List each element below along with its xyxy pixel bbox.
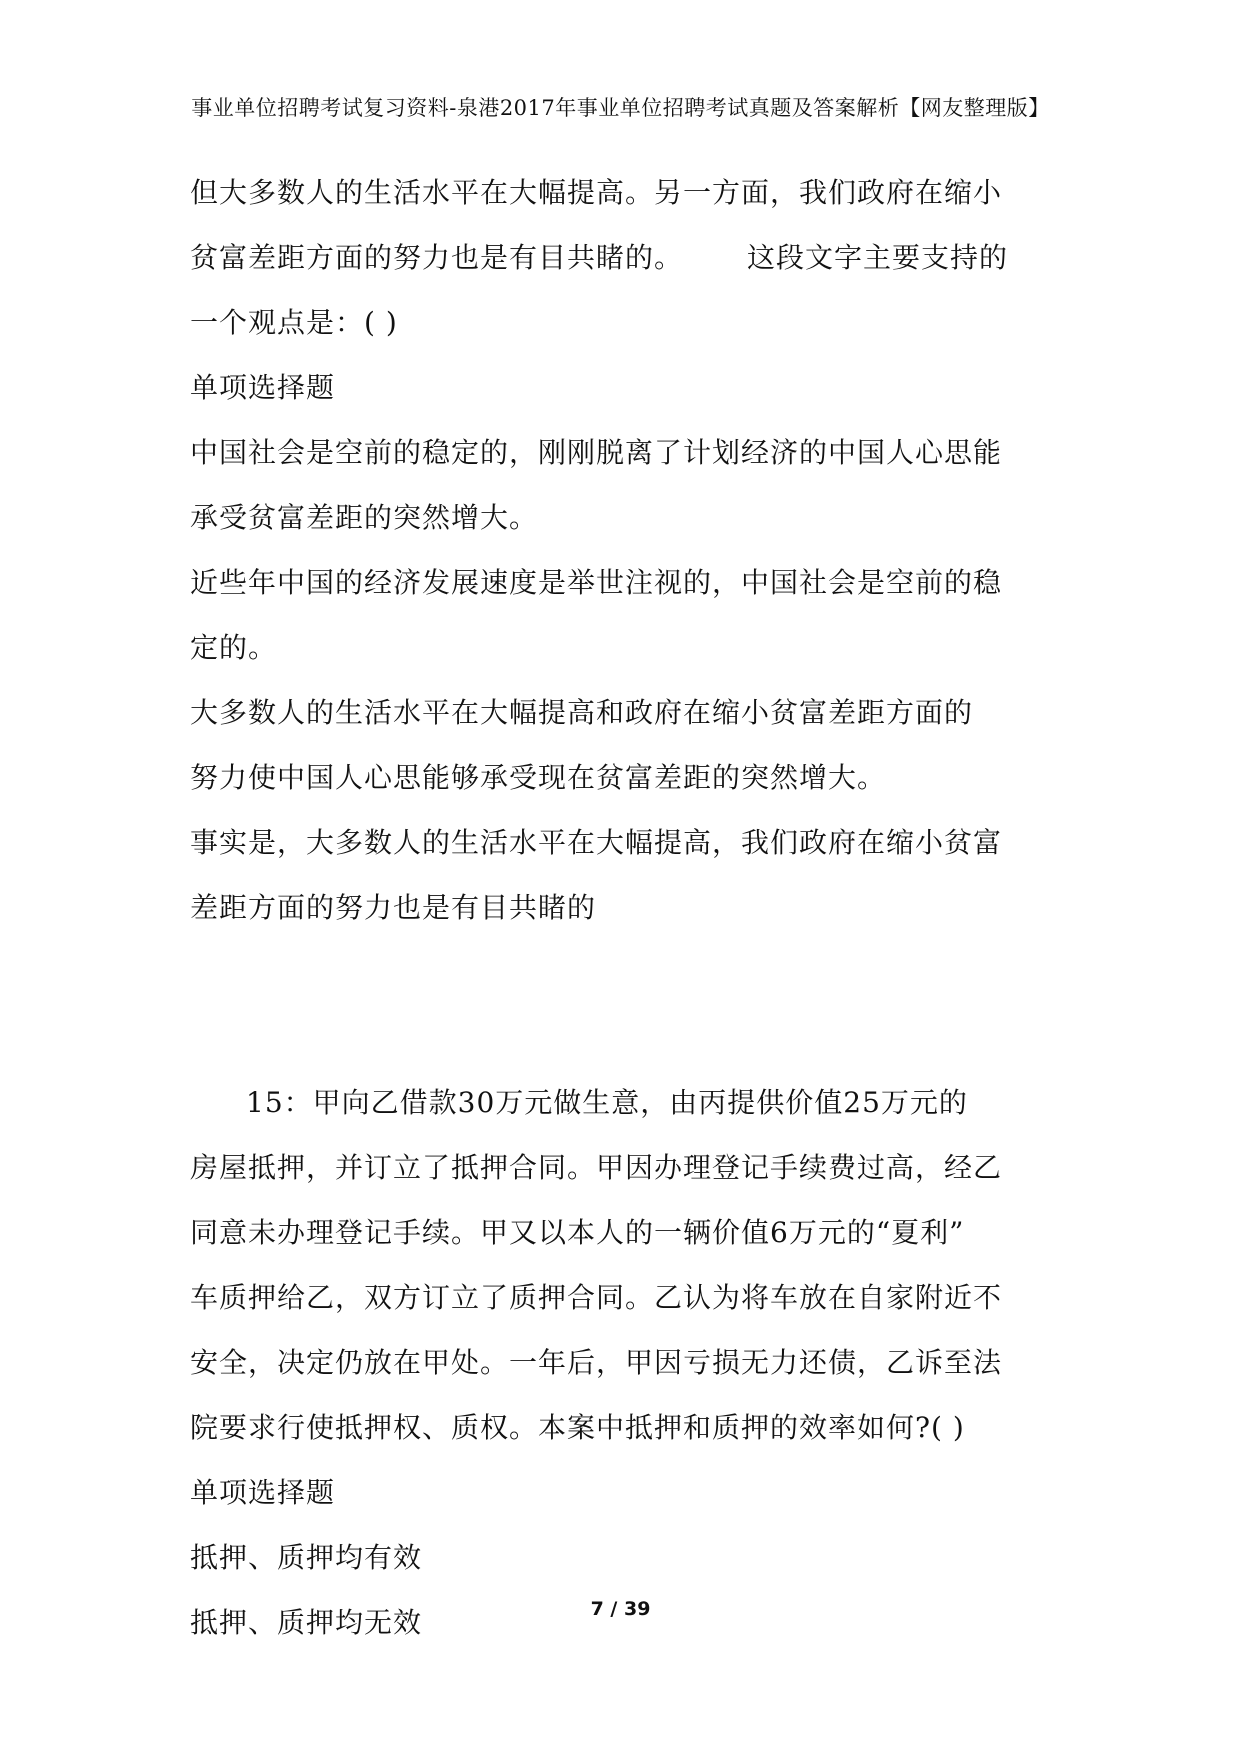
q15-option-1: 抵押、质押均有效 [190,1541,423,1574]
q14-stem-line-2a: 贫富差距方面的努力也是有目共睹的。 [190,241,684,274]
q15-stem-line-1: 15：甲向乙借款30万元做生意，由丙提供价值25万元的 [246,1086,968,1119]
q15-stem-line-4: 车质押给乙，双方订立了质押合同。乙认为将车放在自家附近不 [190,1281,1003,1314]
q15-stem-line-5: 安全，决定仍放在甲处。一年后，甲因亏损无力还债，乙诉至法 [190,1346,1003,1379]
q15-stem-line-6: 院要求行使抵押权、质权。本案中抵押和质押的效率如何?( ) [190,1411,965,1444]
question-spacer [190,940,1070,1070]
q15-question-type: 单项选择题 [190,1476,336,1509]
q14-stem-line-3: 一个观点是：( ) [190,306,398,339]
q14-stem-line-2 [190,225,1070,290]
q14-option-4-line-2: 差距方面的努力也是有目共睹的 [190,891,597,924]
q14-option-1-line-1: 中国社会是空前的稳定的，刚刚脱离了计划经济的中国人心思能 [190,436,1003,469]
q15-stem-line-3: 同意未办理登记手续。甲又以本人的一辆价值6万元的“夏利” [190,1216,965,1249]
q14-stem-line-2b: 这段文字主要支持的 [747,241,1009,274]
q14-question-type: 单项选择题 [190,371,336,404]
q14-option-3-line-2: 努力使中国人心思能够承受现在贫富差距的突然增大。 [190,761,887,794]
q14-option-1-line-2: 承受贫富差距的突然增大。 [190,501,539,534]
q14-option-3-line-1: 大多数人的生活水平在大幅提高和政府在缩小贫富差距方面的 [190,696,974,729]
q14-option-2-line-1: 近些年中国的经济发展速度是举世注视的，中国社会是空前的稳 [190,566,1003,599]
page-number: 7 / 39 [590,1598,651,1620]
q15-stem-line-2: 房屋抵押，并订立了抵押合同。甲因办理登记手续费过高，经乙 [190,1151,1003,1184]
q14-option-4-line-1: 事实是，大多数人的生活水平在大幅提高，我们政府在缩小贫富 [190,826,1003,859]
q14-option-2-line-2: 定的。 [190,631,278,664]
q14-stem-line-1: 但大多数人的生活水平在大幅提高。另一方面，我们政府在缩小 [190,176,1003,209]
q15-option-2: 抵押、质押均无效 [190,1606,423,1639]
page-header: 事业单位招聘考试复习资料-泉港2017年事业单位招聘考试真题及答案解析【网友整理版】 [191,96,1050,120]
document-body [190,160,1070,1655]
